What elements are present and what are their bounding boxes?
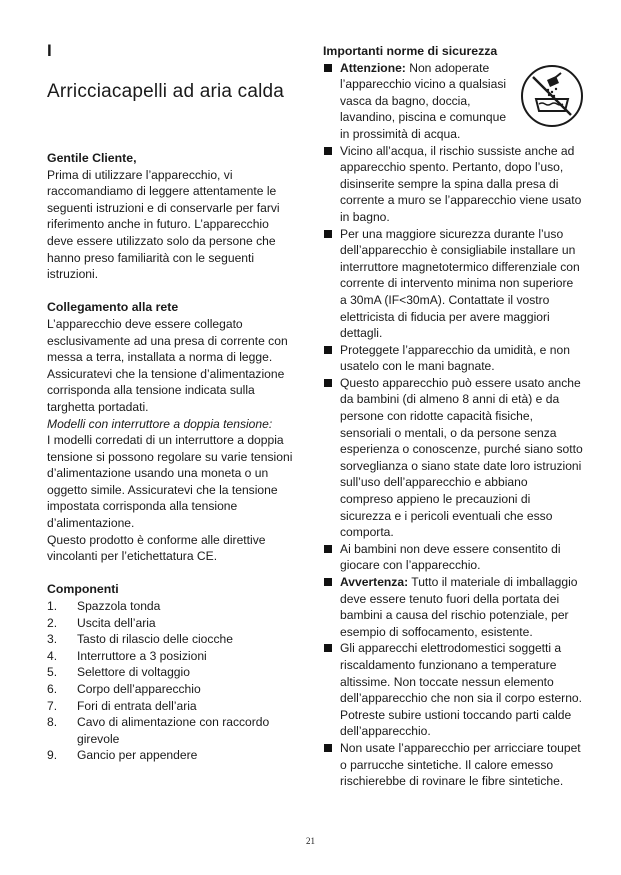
bullet-square-icon (324, 346, 332, 354)
list-item-text: Non usate l’apparecchio per arricciare toupet o parrucche sintetiche. Il calore emesso rischierebbe di rovinare le fibre sintetiche. (340, 740, 581, 789)
list-item (47, 714, 297, 747)
list-item (47, 681, 297, 698)
greeting-heading: Gentile Cliente, (47, 151, 137, 165)
dual-voltage-label: Modelli con interruttore a doppia tensione: (47, 416, 273, 431)
list-item (47, 747, 297, 764)
list-item-text: Interruttore a 3 posizioni (77, 648, 207, 663)
list-item-text: Vicino all’acqua, il rischio sussiste anche ad apparecchio spento. Pertanto, dopo l’uso, disinserite sempre la spina dalla presa di corrente a muro se l’apparecchio viene usato in bagno. (340, 143, 582, 224)
language-tag: I (47, 41, 52, 60)
greeting-section (47, 150, 297, 283)
list-item-text: Non adoperate l’apparecchio vicino a qualsiasi vasca da bagno, doccia, lavandino, piscina e comunque in prossimità di acqua. (340, 60, 507, 141)
list-item-text: Ai bambini non deve essere consentito di giocare con l’apparecchio. (340, 541, 561, 573)
list-item (323, 574, 583, 640)
page-number: 21 (306, 836, 315, 846)
list-item-text: Tutto il materiale di imballaggio deve essere tenuto fuori della portata dei bambini a causa del rischio potenziale, per esempio di soffocamento, esistente. (340, 575, 578, 639)
list-item-text: Corpo dell’apparecchio (77, 682, 201, 696)
list-item (47, 648, 297, 665)
list-item-text: Proteggete l’apparecchio da umidità, e non usatelo con le mani bagnate. (340, 342, 570, 374)
list-item (323, 541, 583, 574)
page-title: Arricciacapelli ad aria calda (47, 81, 285, 102)
list-number: 4. (47, 648, 58, 663)
bullet-square-icon (324, 578, 332, 586)
bullet-square-icon (324, 545, 332, 553)
list-item-text: Tasto di rilascio delle ciocche (77, 632, 233, 647)
list-item-text: Questo apparecchio può essere usato anche da bambini (di almeno 8 anni di età) e da persone con ridotte capacità fisiche, sensoriali o mentali, o da persone senza esperienza o conoscenze, purché siano sotto sorveglianza o siano state date loro istruzioni sull’uso dell’apparecchio e abbiano compreso appieno le precauzioni di sicurezza e i pericoli eventuali che esso comporta. (340, 375, 583, 540)
list-item-text: Per una maggiore sicurezza durante l’uso dell’apparecchio è consigliabile installare un interruttore magnetotermico differenziale con corrente di intervento minima non superiore a 30mA (IF<30mA). Contattate il vostro elettricista di fiducia per avere maggiori dettagli. (340, 226, 580, 341)
list-number: 6. (47, 682, 58, 696)
list-item (47, 631, 297, 648)
list-item (323, 375, 583, 541)
bullet-square-icon (324, 379, 332, 387)
list-number: 9. (47, 748, 58, 763)
list-item-text: Gancio per appendere (77, 748, 198, 763)
left-column (47, 150, 297, 764)
safety-heading: Importanti norme di sicurezza (323, 44, 498, 58)
components-heading: Componenti (47, 582, 119, 597)
warning-lead: Avvertenza: (340, 575, 409, 589)
list-item (47, 698, 297, 715)
list-item-text: Gli apparecchi elettrodomestici soggetti a riscaldamento funzionano a temperature altissime. Non toccate nessun elemento dell’apparecchio che non sia il corpo esterno. Potreste subire ustioni toccando parti calde dell’apparecchio. (340, 641, 583, 739)
list-item (323, 342, 583, 375)
list-item-text: Fori di entrata dell’aria (77, 698, 197, 713)
list-item (47, 664, 297, 681)
connection-text-1: L’apparecchio deve essere collegato esclusivamente ad una presa di corrente con messa a terra, installata a norma di legge. Assicuratevi che la tensione d’alimentazione corrisponda alla tensione indicata sulla targhetta portadati. (47, 316, 288, 414)
list-item (47, 598, 297, 615)
list-number: 3. (47, 632, 58, 647)
list-item (323, 60, 583, 143)
components-section (47, 581, 297, 764)
list-item-text: Spazzola tonda (77, 599, 161, 614)
list-number: 5. (47, 665, 58, 680)
warning-lead: Attenzione: (340, 60, 406, 75)
bullet-square-icon (324, 744, 332, 752)
bullet-square-icon (324, 644, 332, 652)
safety-list (323, 60, 583, 790)
list-number: 8. (47, 715, 58, 730)
list-item (323, 640, 583, 740)
list-item (323, 226, 583, 342)
connection-heading: Collegamento alla rete (47, 300, 179, 315)
components-list (47, 598, 297, 764)
ce-conformity-text: Questo prodotto è conforme alle direttive vincolanti per l’etichettatura CE. (47, 532, 266, 564)
list-item-text: Uscita dell’aria (77, 615, 156, 630)
list-number: 1. (47, 599, 58, 614)
bullet-square-icon (324, 64, 332, 72)
list-number: 7. (47, 698, 58, 713)
connection-section (47, 299, 297, 565)
list-item (47, 615, 297, 632)
right-column (323, 43, 583, 790)
list-item-text: Selettore di voltaggio (77, 665, 190, 680)
bullet-square-icon (324, 230, 332, 238)
list-item (323, 740, 583, 790)
list-item (323, 143, 583, 226)
greeting-text: Prima di utilizzare l’apparecchio, vi raccomandiamo di leggere attentamente le seguenti istruzioni e di conservarle per farvi riferimento anche in futuro. L’apparecchio deve essere utilizzato solo da persone che hanno preso familiarità con le seguenti istruzioni. (47, 167, 280, 282)
list-number: 2. (47, 615, 58, 630)
list-item-text: Cavo di alimentazione con raccordo girevole (77, 715, 270, 746)
bullet-square-icon (324, 147, 332, 155)
connection-text-2: I modelli corredati di un interruttore a doppia tensione si possono regolare su varie tensioni d’alimentazione usando una moneta o un oggetto simile. Assicuratevi che la tensione impostata corrisponda alla tensione d’alimentazione. (47, 433, 293, 531)
